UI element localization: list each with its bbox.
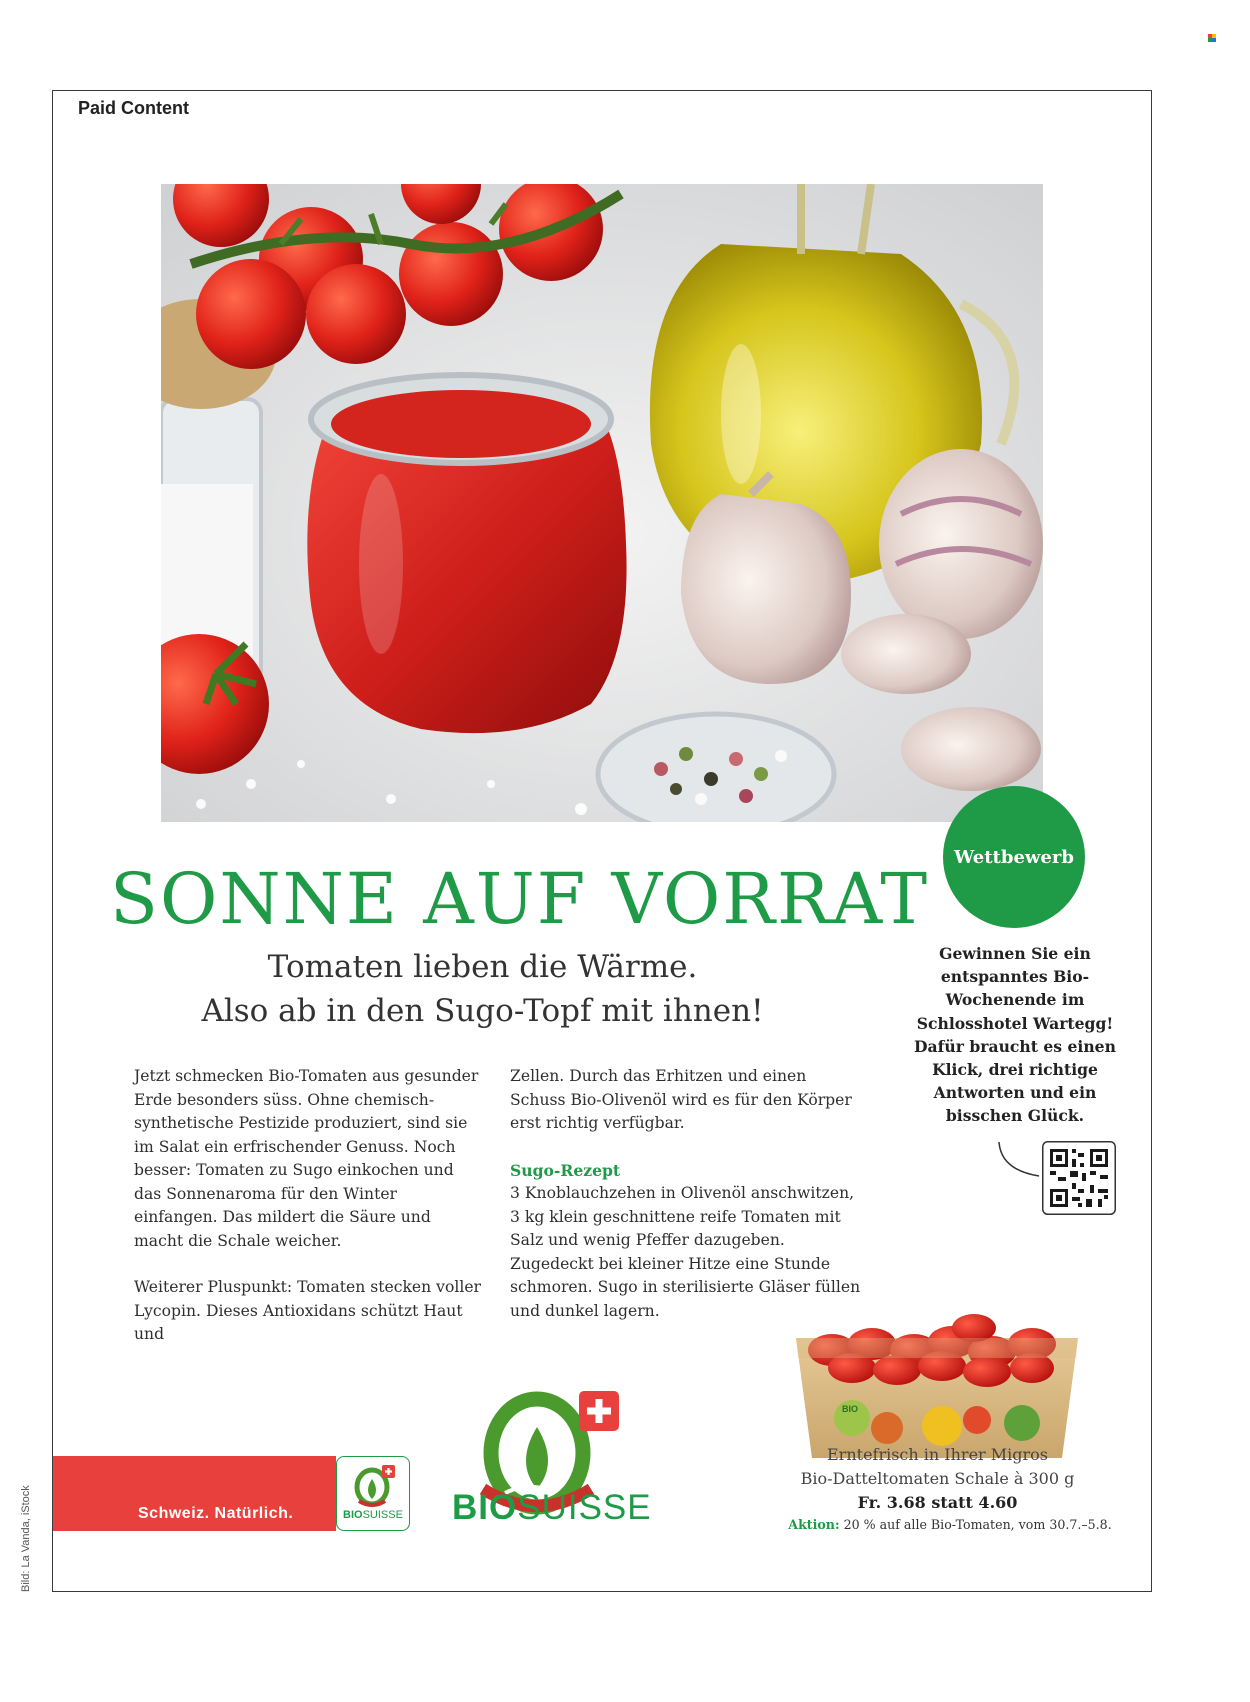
- bud-icon: [351, 1463, 397, 1509]
- product-price: Fr. 3.68 statt 4.60: [857, 1493, 1018, 1512]
- recipe-text: 3 Knoblauchzehen in Olivenöl anschwitzen, 3 kg klein geschnittene reife Tomaten mit Salz und wenig Pfeffer dazugeben. Zugedeckt bei kleiner Hitze eine Stunde schmoren. Sugo in sterilisierte Gläser füllen und dunkel lagern.: [510, 1184, 861, 1320]
- color-registration-mark: [1208, 34, 1216, 42]
- subheadline: [110, 945, 855, 1033]
- paid-content-label: Paid Content: [78, 98, 189, 118]
- tagline: Schweiz. Natürlich.: [138, 1505, 294, 1522]
- body-column-left: [134, 1065, 484, 1370]
- tray-bio-label: BIO: [842, 1404, 859, 1414]
- qr-code[interactable]: [1042, 1141, 1116, 1215]
- promo-line: [760, 1517, 1140, 1532]
- promo-label: Aktion:: [788, 1517, 840, 1532]
- headline: SONNE AUF VORRAT: [110, 858, 930, 940]
- contest-text: Gewinnen Sie ein entspanntes Bio-Wochenende im Schlosshotel Wartegg! Dafür braucht es einen Klick, drei richtige Antworten und ein bisschen Glück.: [914, 944, 1116, 1126]
- subheadline-line: Tomaten lieben die Wärme.: [267, 949, 698, 985]
- subheadline-line: Also ab in den Sugo-Topf mit ihnen!: [201, 993, 764, 1029]
- biosuisse-wordmark: BIOSUISSE: [452, 1488, 652, 1527]
- hero-photo: [161, 184, 1043, 822]
- photo-credit: Bild: La Vanda, iStock: [20, 1485, 32, 1592]
- body-paragraph: Zellen. Durch das Erhitzen und einen Schuss Bio-Olivenöl wird es für den Körper erst richtig verfügbar.: [510, 1067, 852, 1132]
- biosuisse-small-logo: [336, 1456, 410, 1531]
- body-column-right: [510, 1065, 862, 1346]
- contest-badge: Wettbewerb: [943, 786, 1085, 928]
- product-tomato-tray-image: [792, 1308, 1082, 1463]
- body-paragraph: Weiterer Pluspunkt: Tomaten stecken voller Lycopin. Dieses Antioxidans schützt Haut und: [134, 1278, 481, 1343]
- body-paragraph: Jetzt schmecken Bio-Tomaten aus gesunder Erde besonders süss. Ohne chemisch-synthetische Pestizide produziert, sind sie im Salat ein erfrischender Genuss. Noch besser: Tomaten zu Sugo einkochen und das Sonnenaroma für den Winter einfangen. Das mildert die Säure und macht die Schale weicher.: [134, 1067, 479, 1250]
- promo-text: 20 % auf alle Bio-Tomaten, vom 30.7.–5.8.: [843, 1517, 1112, 1532]
- product-line: Bio-Datteltomaten Schale à 300 g: [800, 1469, 1075, 1488]
- biosuisse-small-wordmark: BIOSUISSE: [343, 1509, 403, 1521]
- product-line: Erntefrisch in Ihrer Migros: [827, 1445, 1048, 1464]
- product-caption: [775, 1443, 1100, 1515]
- recipe-title: Sugo-Rezept: [510, 1160, 621, 1180]
- qr-pointer-line: [995, 1140, 1045, 1180]
